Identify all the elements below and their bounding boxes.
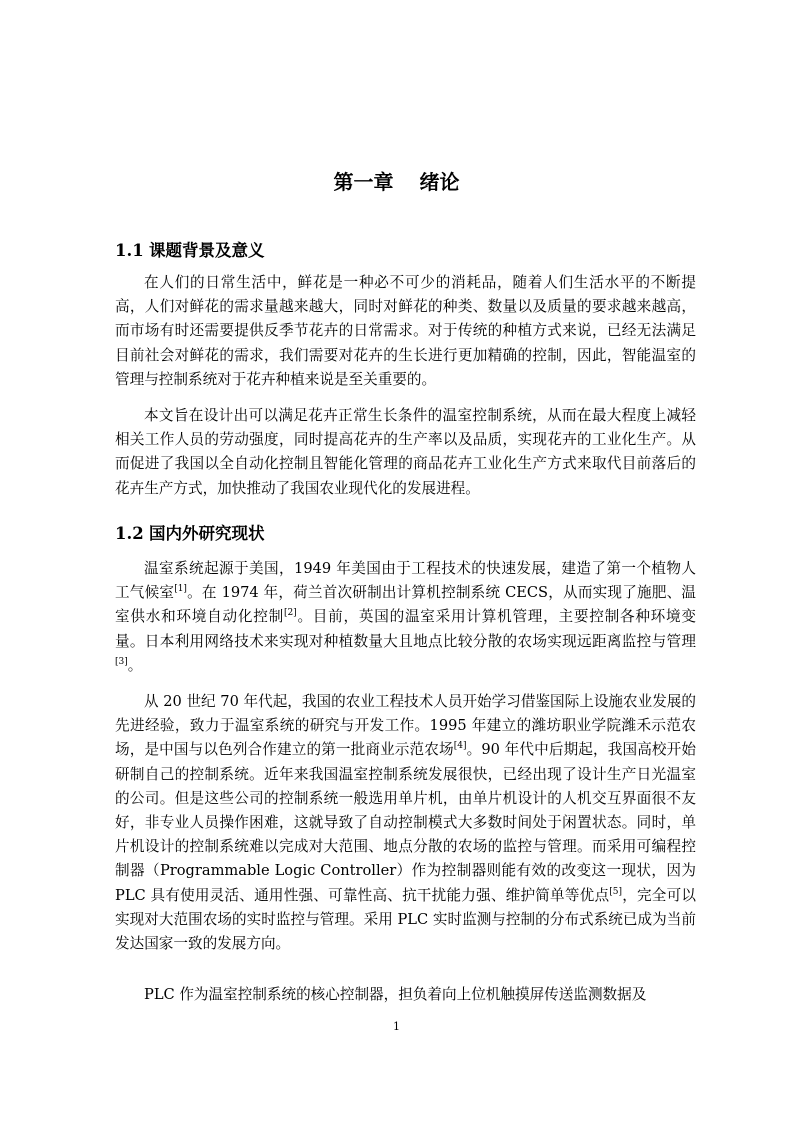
- citation-marker: [3]: [115, 656, 128, 667]
- citation-marker: [4]: [453, 741, 467, 752]
- paragraph-text: 。: [127, 656, 143, 674]
- paragraph-text: 温室系统起源于美国，1949 年美国由于工程技术的快速发展，建造了第一个植物人工气候室: [115, 560, 696, 602]
- section-title: 国内外研究现状: [149, 524, 265, 543]
- citation-marker: [5]: [609, 886, 622, 897]
- section-number: 1.2: [115, 524, 144, 543]
- paragraph-text: 从 20 世纪 70 年代起，我国的农业工程技术人员开始学习借鉴国际上设施农业发展的先进经验，致力于温室系统的研究与开发工作。1995 年建立的潍坊职业学院潍禾示范农场，是中国与以色列合作建立的第一批商业示范农场: [115, 693, 696, 759]
- section-number: 1.1: [115, 241, 144, 260]
- paragraph: [115, 983, 696, 1007]
- paragraph: [115, 404, 696, 501]
- citation-marker: [2]: [283, 608, 297, 619]
- chapter-title: [0, 168, 793, 196]
- paragraph: [115, 690, 696, 956]
- paragraph-text: PLC 作为温室控制系统的核心控制器，担负着向上位机触摸屏传送监测数据及: [144, 986, 647, 1003]
- chapter-title-text: 绪论: [419, 170, 460, 194]
- paragraph-text: 。目前，英国的温室采用计算机管理，主要控制各种环境变量。日本利用网络技术来实现对种植数量大且地点比较分散的农场实现远距离监控与管理: [115, 608, 696, 650]
- section-title: 课题背景及意义: [149, 241, 265, 260]
- paragraph: [115, 271, 696, 392]
- paragraph-text: 。90 年代中后期起，我国高校开始研制自己的控制系统。近年来我国温室控制系统发展很快，已经出现了设计生产日光温室的公司。但是这些公司的控制系统一般选用单片机，由单片机设计的人机交互界面很不友好，非专业人员操作困难，这就导致了自动控制模式大多数时间处于闲置状态。同时，单片机设计的控制系统难以完成对大范围、地点分散的农场的监控与管理。而采用可编程控制器（Programmable Logic Controller）作为控制器则能有效的改变这一现状，因为 PLC 具有使用灵活、通用性强、可靠性高、抗干扰能力强、维护简单等优点: [115, 741, 696, 904]
- section-heading-1-1: [115, 239, 695, 263]
- paragraph: [115, 557, 696, 678]
- paragraph-text: 在人们的日常生活中，鲜花是一种必不可少的消耗品，随着人们生活水平的不断提高，人们对鲜花的需求量越来越大，同时对鲜花的种类、数量以及质量的要求越来越高，而市场有时还需要提供反季节花卉的日常需求。对于传统的种植方式来说，已经无法满足目前社会对鲜花的需求，我们需要对花卉的生长进行更加精确的控制，因此，智能温室的管理与控制系统对于花卉种植来说是至关重要的。: [115, 274, 696, 388]
- chapter-number-label: 第一章: [333, 170, 394, 194]
- page-number: 1: [393, 1020, 400, 1033]
- paragraph-text: 。在 1974 年，荷兰首次研制出计算机控制系统 CECS，从而实现了施肥、温室供水和环境自动化控制: [115, 584, 696, 626]
- section-heading-1-2: [115, 522, 695, 546]
- paragraph-text: 本文旨在设计出可以满足花卉正常生长条件的温室控制系统，从而在最大程度上减轻相关工作人员的劳动强度，同时提高花卉的生产率以及品质，实现花卉的工业化生产。从而促进了我国以全自动化控制且智能化管理的商品花卉工业化生产方式来取代目前落后的花卉生产方式，加快推动了我国农业现代化的发展进程。: [115, 407, 696, 497]
- citation-marker: [1]: [174, 584, 187, 595]
- paragraph-text: ，完全可以实现对大范围农场的实时监控与管理。采用 PLC 实时监测与控制的分布式系统已成为当前发达国家一致的发展方向。: [115, 886, 696, 953]
